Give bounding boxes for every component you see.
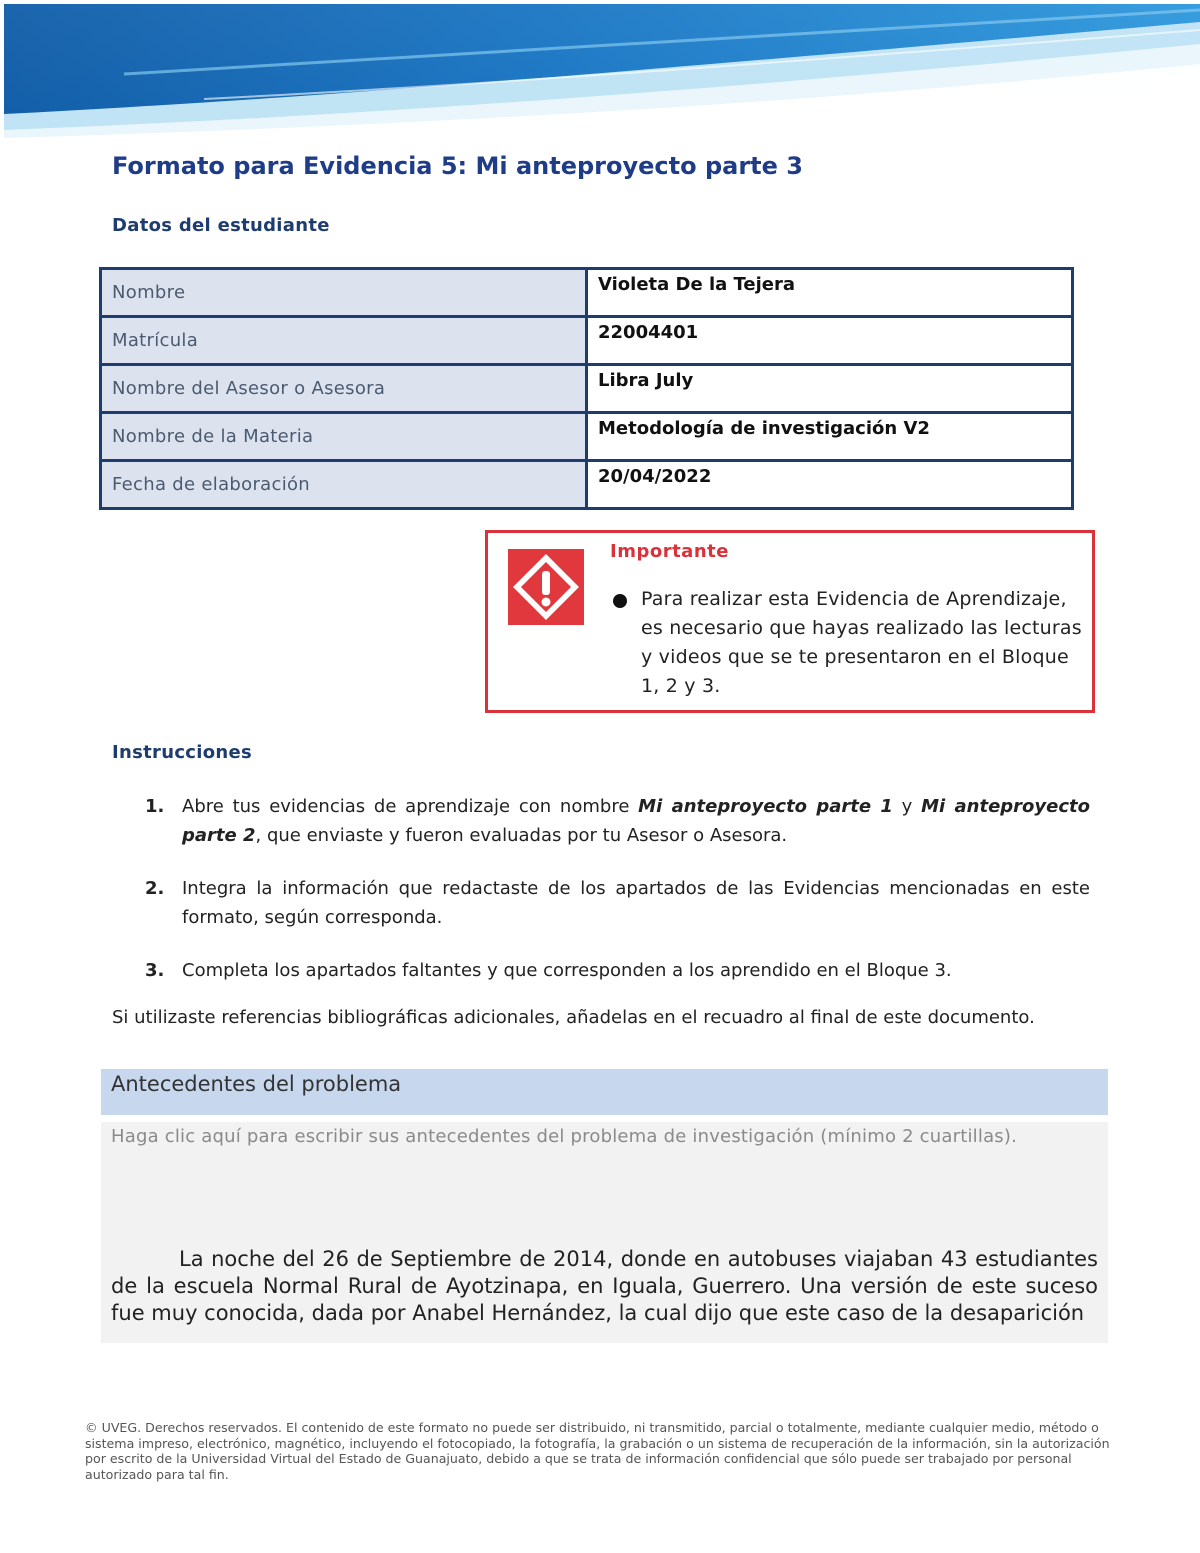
enrollment-value[interactable]: 22004401: [587, 317, 1073, 365]
item-text: , que enviaste y fueron evaluadas por tu Asesor o Asesora.: [255, 825, 788, 846]
item-text: y: [892, 796, 922, 817]
important-notice-box: [485, 530, 1095, 713]
date-label: Fecha de elaboración: [101, 461, 587, 509]
advisor-label: Nombre del Asesor o Asesora: [101, 365, 587, 413]
student-data-table: [99, 267, 1074, 510]
notice-text: Para realizar esta Evidencia de Aprendizaje, es necesario que hayas realizado las lecturas y videos que se te presentaron en el Bloque 1, 2 y 3.: [641, 588, 1082, 697]
table-row: [101, 269, 1073, 317]
item-emphasis: Mi anteproyecto parte 2: [182, 796, 1090, 846]
item-text: Completa los apartados faltantes y que corresponden a los aprendido en el Bloque 3.: [182, 960, 952, 981]
header-banner-graphic: [4, 4, 1200, 146]
document-title: Formato para Evidencia 5: Mi anteproyecto parte 3: [112, 152, 803, 180]
table-row: [101, 365, 1073, 413]
enrollment-label: Matrícula: [101, 317, 587, 365]
subject-value[interactable]: Metodología de investigación V2: [587, 413, 1073, 461]
list-item: [140, 956, 1090, 985]
item-number: 1.: [145, 796, 165, 817]
notice-title: Importante: [610, 541, 729, 562]
header-banner: [4, 4, 1200, 146]
subject-label: Nombre de la Materia: [101, 413, 587, 461]
table-row: [101, 413, 1073, 461]
references-note: Si utilizaste referencias bibliográficas adicionales, añadelas en el recuadro al final de este documento.: [112, 1007, 1035, 1028]
table-row: [101, 461, 1073, 509]
list-item: [140, 874, 1090, 932]
advisor-value[interactable]: Libra July: [587, 365, 1073, 413]
copyright-footer: © UVEG. Derechos reservados. El contenido de este formato no puede ser distribuido, ni transmitido, parcial o totalmente, mediante cualquier medio, método o sistema impreso, electrónico, magnético, incluyendo el fotocopiado, la fotografía, la grabación o un sistema de recuperación de la información, sin la autorización por escrito de la Universidad Virtual del Estado de Guanajuato, debido a que se trata de información confidencial que sólo puede ser trabajado por personal autorizado para tal fin.: [85, 1420, 1110, 1482]
warning-diamond-icon: [508, 549, 584, 625]
item-text: Integra la información que redactaste de los apartados de las Evidencias mencionadas en este formato, según corresponda.: [182, 878, 1090, 928]
antecedentes-field[interactable]: [101, 1122, 1108, 1343]
item-text: Abre tus evidencias de aprendizaje con nombre: [182, 796, 639, 817]
student-data-heading: Datos del estudiante: [112, 215, 330, 236]
item-emphasis: Mi anteproyecto parte 1: [638, 796, 893, 817]
antecedentes-placeholder[interactable]: Haga clic aquí para escribir sus antecedentes del problema de investigación (mínimo 2 cuartillas).: [111, 1126, 1018, 1147]
list-item: [140, 792, 1090, 850]
bullet-icon: [613, 594, 627, 608]
instructions-list: [140, 792, 1090, 985]
item-number: 2.: [145, 878, 165, 899]
item-number: 3.: [145, 960, 165, 981]
antecedentes-header: [101, 1069, 1108, 1115]
antecedentes-text[interactable]: La noche del 26 de Septiembre de 2014, donde en autobuses viajaban 43 estudiantes de la escuela Normal Rural de Ayotzinapa, en Iguala, Guerrero. Una versión de este suceso fue muy conocida, dada por Anabel Hernández, la cual dijo que este caso de la desaparición: [111, 1247, 1098, 1325]
name-label: Nombre: [101, 269, 587, 317]
table-row: [101, 317, 1073, 365]
name-value[interactable]: Violeta De la Tejera: [587, 269, 1073, 317]
instructions-heading: Instrucciones: [112, 742, 253, 763]
antecedentes-heading: Antecedentes del problema: [111, 1072, 402, 1096]
date-value[interactable]: 20/04/2022: [587, 461, 1073, 509]
